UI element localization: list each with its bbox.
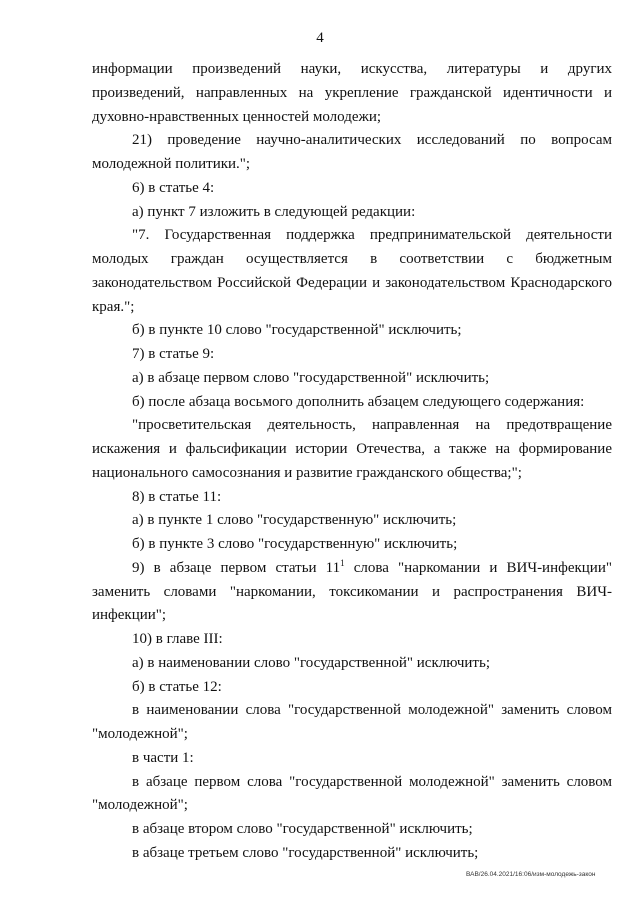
paragraph: б) в пункте 10 слово "государственной" исключить; — [132, 322, 462, 339]
document-body — [92, 58, 612, 866]
paragraph: 8) в статье 11: — [132, 488, 222, 505]
paragraph-text: 9) в абзаце первом статьи 11 — [132, 559, 341, 576]
paragraph: а) в пункте 1 слово "государственную" исключить; — [132, 512, 457, 529]
paragraph — [92, 557, 612, 628]
paragraph: в абзаце первом слова "государственной молодежной" заменить словом "молодежной"; — [92, 773, 612, 814]
document-footer-code: ВАВ/26.04.2021/16:06/изм-молодежь-закон — [466, 871, 596, 878]
paragraph: 10) в главе III: — [132, 631, 223, 647]
paragraph: б) в пункте 3 слово "государственную" исключить; — [132, 536, 458, 552]
page-number: 4 — [316, 30, 324, 46]
paragraph-text: слова "наркомании и ВИЧ-инфекции" заменить словами "наркомании, токсикомании и распространения ВИЧ-инфекции"; — [92, 559, 612, 624]
paragraph: "просветительская деятельность, направленная на предотвращение искажения и фальсификации истории Отечества, а также на формирование национального самосознания и развитие гражданского общества;"; — [92, 417, 612, 481]
paragraph: 7) в статье 9: — [132, 346, 215, 362]
paragraph: 21) проведение научно-аналитических исследований по вопросам молодежной политики."; — [92, 132, 612, 172]
paragraph: в части 1: — [132, 749, 194, 766]
paragraph: а) в наименовании слово "государственной" исключить; — [132, 654, 491, 671]
paragraph: в наименовании слова "государственной молодежной" заменить словом "молодежной"; — [92, 702, 612, 742]
paragraph: информации произведений науки, искусства, литературы и других произведений, направленных на укрепление гражданской идентичности и духовно-нравственных ценностей молодежи; — [92, 61, 612, 125]
paragraph: в абзаце третьем слово "государственной" исключить; — [132, 844, 479, 861]
paragraph: "7. Государственная поддержка предпринимательской деятельности молодых граждан осуществляется в соответствии с бюджетным законодательством Российской Федерации и законодательством Краснодарского края."; — [92, 227, 612, 315]
paragraph: а) пункт 7 изложить в следующей редакции: — [132, 203, 416, 220]
paragraph: б) в статье 12: — [132, 678, 222, 695]
paragraph: б) после абзаца восьмого дополнить абзацем следующего содержания: — [132, 393, 585, 410]
superscript-index: 1 — [340, 557, 345, 568]
paragraph: в абзаце втором слово "государственной" исключить; — [132, 821, 473, 837]
paragraph: 6) в статье 4: — [132, 179, 215, 196]
paragraph: а) в абзаце первом слово "государственной" исключить; — [132, 369, 490, 386]
